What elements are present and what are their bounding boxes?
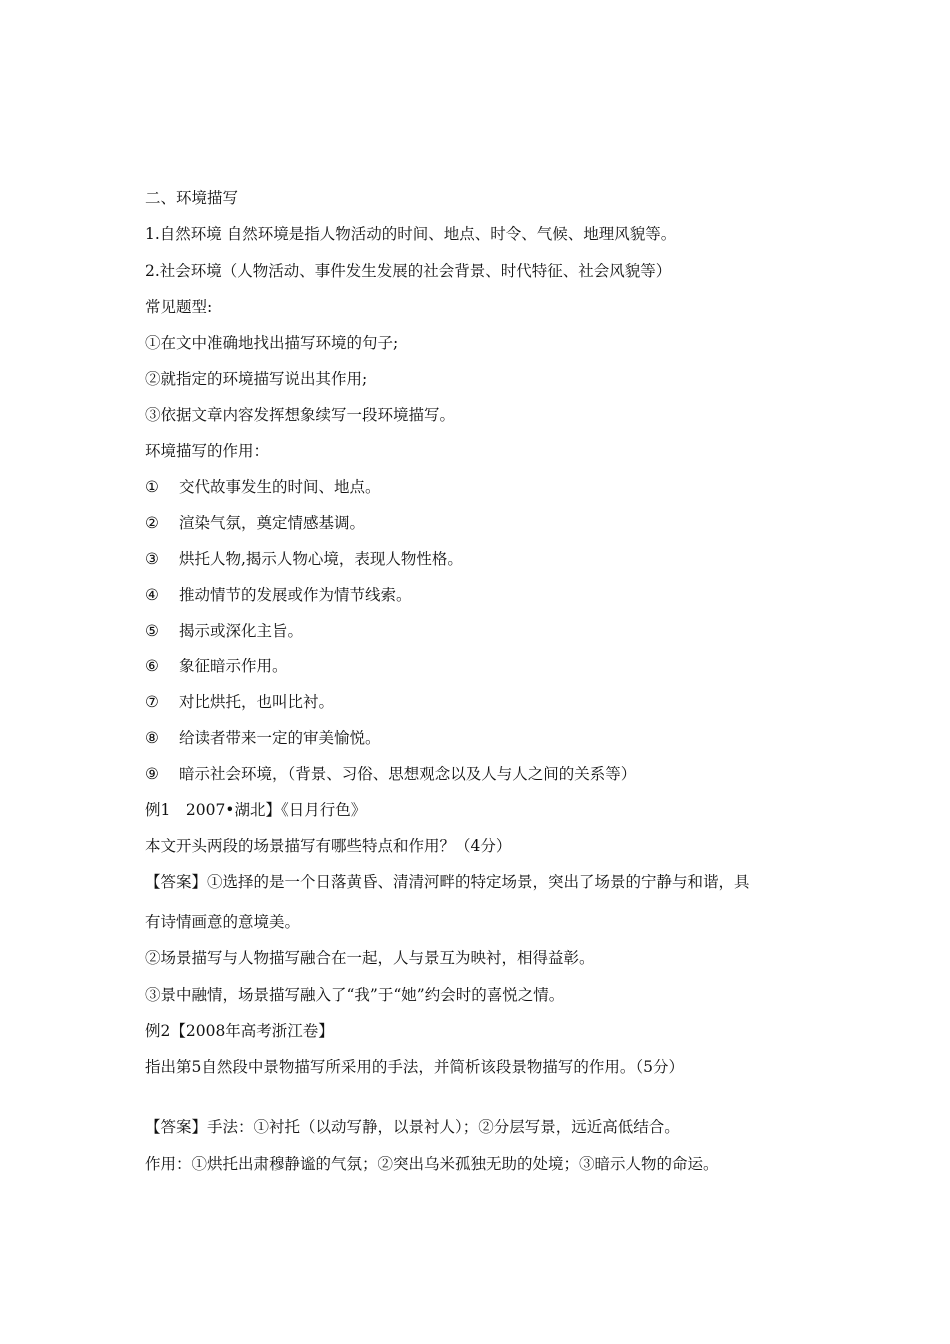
function-number: ① (145, 478, 159, 496)
example1-title: 例1 2007•湖北】《日月行色》 (145, 801, 367, 819)
function-item (145, 621, 303, 641)
question-type-item: ①在文中准确地找出描写环境的句子; (145, 334, 399, 352)
function-number: ⑤ (145, 622, 159, 640)
example1-answer: 【答案】①选择的是一个日落黄昏、清清河畔的特定场景，突出了场景的宁静与和谐，具 (145, 873, 750, 891)
function-text: 渲染气氛，奠定情感基调。 (179, 514, 366, 532)
function-item (145, 764, 636, 784)
function-text: 对比烘托，也叫比衬。 (179, 693, 335, 711)
functions-label: 环境描写的作用： (145, 442, 270, 460)
function-item (145, 585, 412, 605)
function-number: ② (145, 514, 159, 532)
section-heading: 二、环境描写 (145, 189, 239, 207)
example1-question: 本文开头两段的场景描写有哪些特点和作用？（4分） (145, 837, 512, 855)
function-item (145, 656, 288, 676)
example1-answer-point: ②场景描写与人物描写融合在一起，人与景互为映衬，相得益彰。 (145, 949, 595, 967)
function-text: 象征暗示作用。 (179, 657, 288, 675)
function-number: ③ (145, 550, 159, 568)
function-item (145, 513, 365, 533)
function-number: ⑦ (145, 693, 159, 711)
function-text: 烘托人物,揭示人物心境，表现人物性格。 (179, 550, 463, 568)
example2-answer: 【答案】手法：①衬托（以动写静，以景衬人）；②分层写景，远近高低结合。 (145, 1118, 680, 1136)
social-environment-definition: 2.社会环境（人物活动、事件发生发展的社会背景、时代特征、社会风貌等） (145, 262, 672, 280)
example2-question: 指出第5自然段中景物描写所采用的手法，并简析该段景物描写的作用。（5分） (145, 1058, 684, 1076)
question-type-item: ②就指定的环境描写说出其作用; (145, 370, 368, 388)
example1-answer-continued: 有诗情画意的意境美。 (145, 913, 301, 931)
function-text: 揭示或深化主旨。 (179, 622, 304, 640)
example2-title: 例2【2008年高考浙江卷】 (145, 1022, 334, 1040)
function-number: ⑨ (145, 765, 159, 783)
function-item (145, 692, 334, 712)
question-type-item: ③依据文章内容发挥想象续写一段环境描写。 (145, 406, 456, 424)
function-number: ④ (145, 586, 159, 604)
function-item (145, 549, 463, 569)
function-text: 给读者带来一定的审美愉悦。 (179, 729, 381, 747)
function-text: 暗示社会环境，（背景、习俗、思想观念以及人与人之间的关系等） (179, 765, 637, 783)
example1-answer-point: ③景中融情，场景描写融入了“我”于“她”约会时的喜悦之情。 (145, 986, 565, 1004)
function-text: 交代故事发生的时间、地点。 (179, 478, 381, 496)
function-item (145, 728, 381, 748)
function-item (145, 477, 381, 497)
example2-answer-function: 作用：①烘托出肃穆静谧的气氛；②突出乌米孤独无助的处境；③暗示人物的命运。 (145, 1155, 719, 1173)
function-number: ⑧ (145, 729, 159, 747)
natural-environment-definition: 1.自然环境 自然环境是指人物活动的时间、地点、时令、气候、地理风貌等。 (145, 225, 677, 243)
question-types-label: 常见题型: (145, 298, 213, 316)
function-number: ⑥ (145, 657, 159, 675)
function-text: 推动情节的发展或作为情节线索。 (179, 586, 412, 604)
